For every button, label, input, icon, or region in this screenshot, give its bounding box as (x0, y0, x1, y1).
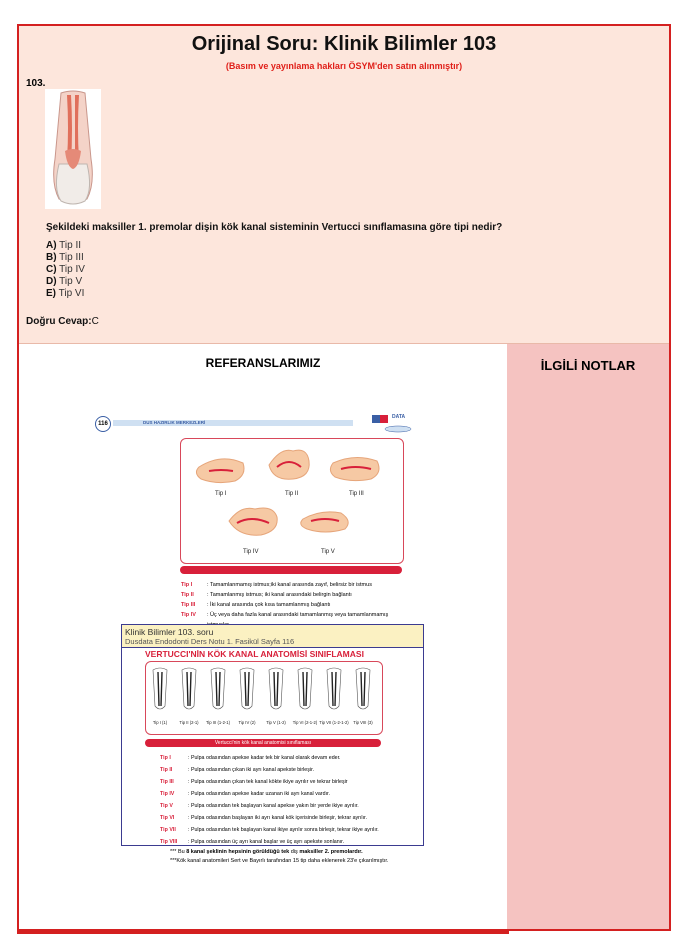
vertucci-row: Tip VI : Pulpa odasından başlayan iki ayrı kanal kök içerisinde birleşir, tekrar ayrılır. (160, 815, 368, 821)
reference-caption (121, 624, 424, 648)
definition-row: Tip IV : Üç veya daha fazla kanal arasındaki tamamlanmış veya tamamlanmamış (181, 612, 389, 618)
tooth-type-label: Tip VIII (3) (353, 720, 373, 725)
notes-panel (507, 344, 669, 929)
tooth-type-label: Tip III (1-2-1) (205, 720, 231, 725)
divider-bar (180, 566, 402, 574)
publisher-logo-text: DATA (392, 414, 406, 420)
definition-row: Tip III : İki kanal arasında çok kısa tamamlanmış bağlantı (181, 602, 331, 608)
tooth-image (45, 89, 101, 209)
caption-source: Dusdata Endodonti Ders Notu 1. Fasikül Sayfa 116 (125, 637, 295, 646)
options-list (46, 240, 85, 300)
vertucci-row: Tip III : Pulpa odasından çıkan tek kanal kökte ikiye ayrılır ve tekrar birleşir (160, 779, 348, 785)
rights-notice: (Basım ve yayınlama hakları ÖSYM'den satın alınmıştır) (225, 61, 463, 71)
tooth-outline (153, 668, 167, 709)
footnote-1: *** Bu 8 kanal şeklinin hepsinin görüldüğü tek diş maksiller 2. premolardır. (170, 849, 363, 855)
upper-type-label: Tip IV (243, 549, 259, 555)
definition-row: Tip II : Tamamlanmış istmus; iki kanal arasındaki belirgin bağlantı (181, 592, 352, 598)
question-panel (19, 26, 669, 344)
tooth-type-label: Tip IV (2) (238, 720, 256, 725)
upper-type-label: Tip II (285, 491, 299, 497)
option-e[interactable]: E) Tip VI (46, 288, 85, 299)
vertucci-row: Tip V : Pulpa odasından tek başlayan kanal apekse yakın bir yerde ikiye ayrılır. (160, 803, 359, 809)
vertucci-bar: Vertucci'nin kök kanal anatomisi sınıflaması (145, 739, 381, 747)
definition-row: Tip I : Tamamlanmamış istmus;iki kanal arasında zayıf, belirsiz bir istmus (181, 582, 372, 588)
option-c[interactable]: C) Tip IV (46, 264, 85, 275)
vertucci-title: VERTUCCI'NİN KÖK KANAL ANATOMİSİ SINIFLAMASI (145, 649, 364, 659)
vertucci-row: Tip IV : Pulpa odasından apekse kadar uzanan iki ayrı kanal vardır. (160, 791, 330, 797)
book-header (95, 414, 406, 432)
tooth-outline (211, 668, 225, 709)
footnote-2: ***Kök kanal anatomileri Sert ve Bayırlı tarafından 15 tip daha eklenerek 23'e çıkarılmıştır. (170, 858, 389, 864)
page-number: 116 (95, 416, 111, 432)
publisher-logo (370, 413, 412, 433)
upper-type-label: Tip I (215, 491, 227, 497)
footnotes (170, 848, 405, 866)
isthmus-definitions (181, 580, 388, 630)
tooth-outline (240, 668, 254, 709)
option-a[interactable]: A) Tip II (46, 240, 82, 251)
references-heading: REFERANSLARIMIZ (205, 356, 321, 370)
option-d[interactable]: D) Tip V (46, 276, 83, 287)
vertucci-row: Tip I : Pulpa odasından apekse kadar tek bir kanal olarak devam eder. (160, 755, 341, 761)
tooth-type-label: Tip I (1) (152, 720, 168, 725)
vertucci-row: Tip II : Pulpa odasından çıkan iki ayrı kanal apekste birleşir. (160, 767, 315, 773)
tooth-type-label: Tip VI (2-1-2) (292, 720, 318, 725)
upper-type-label: Tip III (349, 491, 364, 497)
notes-heading: İLGİLİ NOTLAR (540, 358, 636, 373)
vertucci-row: Tip VIII : Pulpa odasından üç ayrı kanal başlar ve üç ayrı apekste sonlanır. (160, 839, 345, 845)
vertucci-row: Tip VII : Pulpa odasından tek başlayan kanal ikiye ayrılır sonra birleşir, tekrar ikiye ayrılır. (160, 827, 379, 833)
bottom-border (17, 930, 509, 934)
tooth-outline (356, 668, 370, 709)
tooth-outline (269, 668, 283, 709)
isthmus-figure (180, 438, 404, 564)
tooth-outline (182, 668, 196, 709)
tooth-outline (327, 668, 341, 709)
tooth-type-label: Tip V (1-2) (266, 720, 286, 725)
book-header-text: DUS HAZIRLIK MERKEZLERİ (113, 420, 353, 426)
tooth-outline (298, 668, 312, 709)
tooth-type-label: Tip VII (1-2-1-2) (319, 720, 349, 725)
question-number: 103. (26, 78, 46, 89)
page-title: Orijinal Soru: Klinik Bilimler 103 (191, 33, 497, 55)
tooth-type-label: Tip II (2-1) (179, 720, 199, 725)
option-b[interactable]: B) Tip III (46, 252, 84, 263)
caption-title: Klinik Bilimler 103. soru (125, 627, 214, 637)
vertucci-figure (145, 661, 383, 735)
vertucci-definitions (160, 752, 390, 848)
question-text: Şekildeki maksiller 1. premolar dişin kök kanal sisteminin Vertucci sınıflamasına göre tipi nedir? (46, 222, 503, 233)
vertucci-section (121, 648, 424, 846)
upper-type-label: Tip V (321, 549, 335, 555)
correct-answer: Doğru Cevap:C (26, 316, 99, 327)
